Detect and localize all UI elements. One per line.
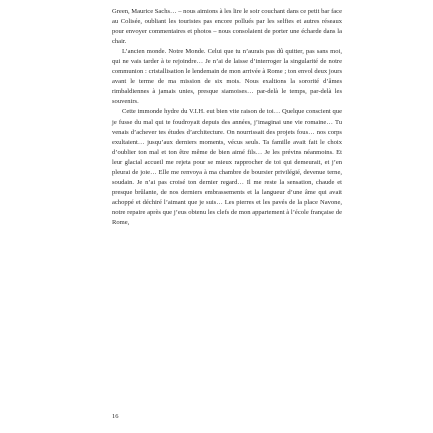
paragraph-1: Green, Maurice Sachs… – nous aimions à les lire le soir couchant dans ce petit bar face au Colisée, oubliant les touristes pas encore pollués par les selfies et autres réseaux pour envoyer commentaires et photos – nous consolaient de porter une écharde dans la chair. xyxy=(112,8,342,46)
body-text xyxy=(112,7,342,228)
page-number: 16 xyxy=(112,413,119,420)
paragraph-2: L’ancien monde. Notre Monde. Celui que tu n’aurais pas dû quitter, pas sans moi, qui ne vais tarder à te rejoindre… Je n’ai de laisse d’interroger la singularité de notre communion : cristallisation le lendemain de mon arrivée à Rome ; ton envol deux jours avant le terme de ma mission de six mois. Nous exaltions la sororité d’âmes rimbaldiennes à jamais unies, presque siamoises… par-delà le temps, par-delà les souvenirs. xyxy=(112,48,342,106)
paragraph-3: Cette immonde hydre du V.I.H. eut bien vite raison de toi… Quelque conscient que je fusse du mal qui te foudroyait depuis des années, j’imaginai une vie romaine… Tu venais d’achever tes études d’architecture. On nourrissait des projets fous… nos corps exultaient… jusqu’aux derniers moments, vécus seuls. Ta famille avait fait le choix d’oublier ton mal et ton être même de bien aimé fils… Je les prévins néanmoins. Et leur glacial accueil me rejeta pour se mieux rapprocher de toi qui demeurait, et j’en pleurai de joie… Elle me renvoya à ma chambre de boursier privilégié, devenue terne, soudain. Je n’ai pas croisé ton dernier regard… Il me reste la sensation, chaude et presque brûlante, de nos derniers embrassements et la langueur d’une âme qui avait achoppé et déchiré l’aimant que je suis… Les pierres et les pavés de la place Navone, notre repaire après que j’eus obtenu les clefs de mon appartement à l’école française de Rome, xyxy=(112,108,342,226)
